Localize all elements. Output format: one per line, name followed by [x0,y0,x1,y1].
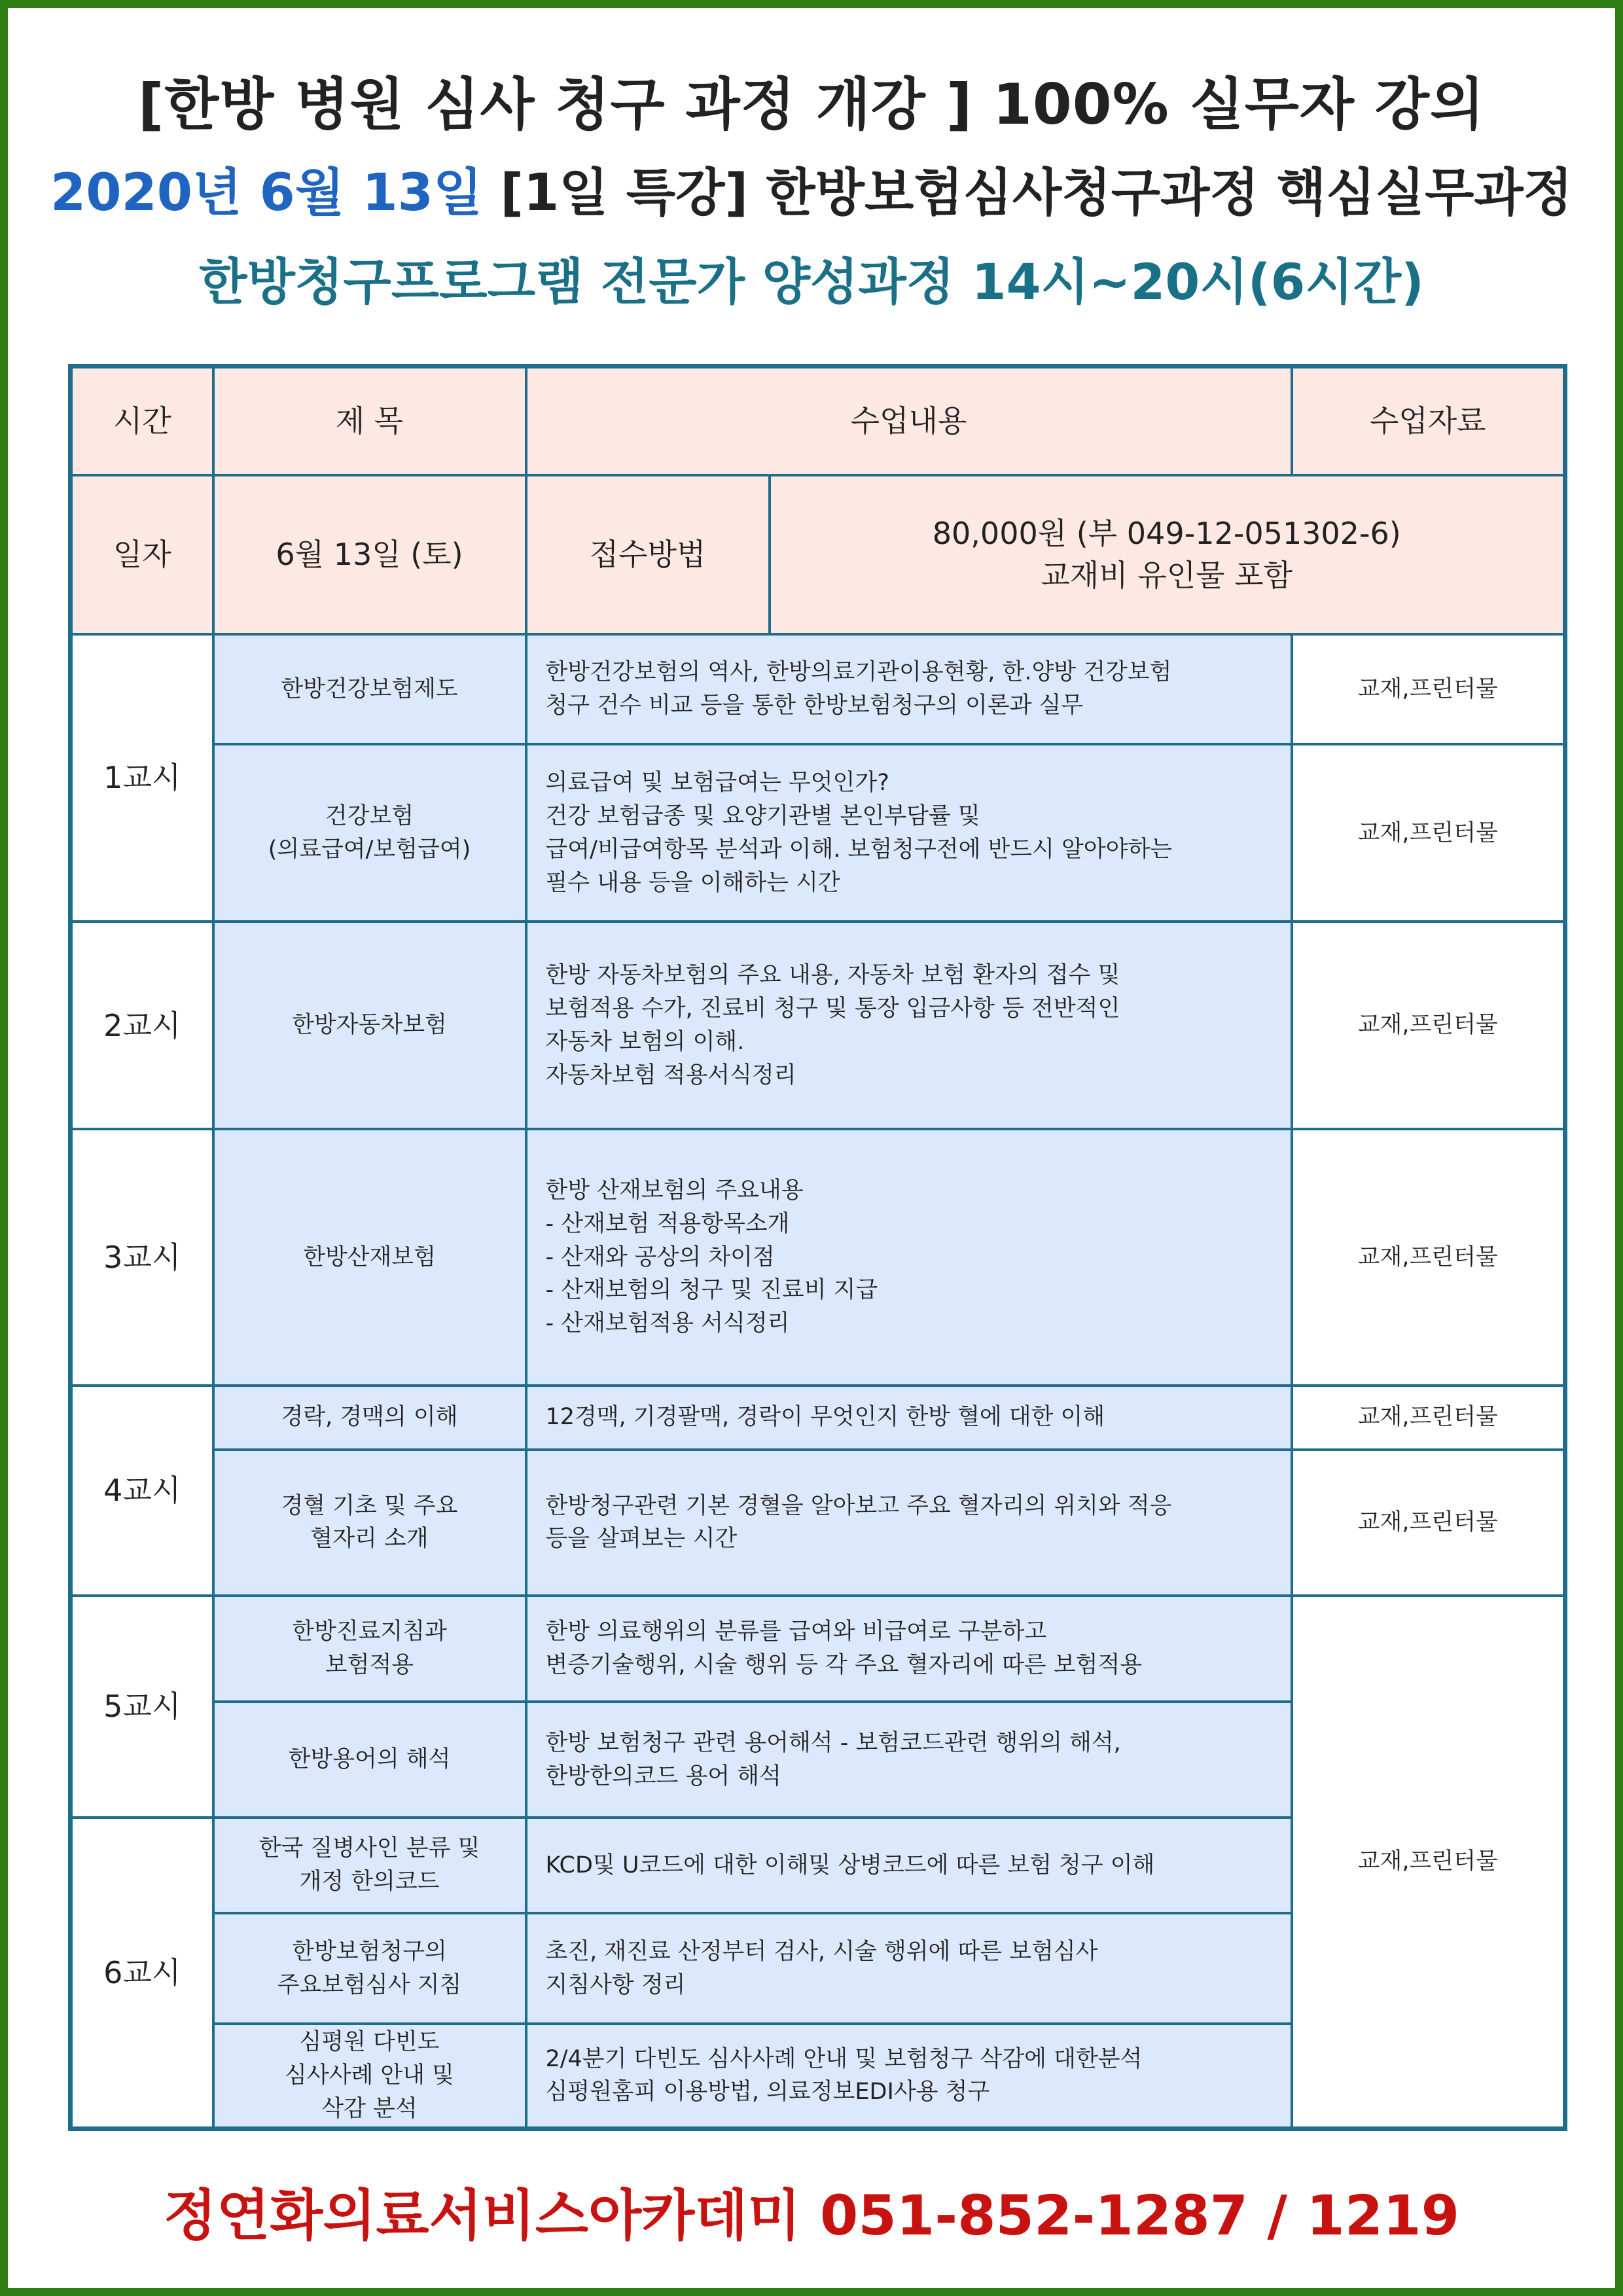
content-line: 한방 보험청구 관련 용어해석 - 보험코드관련 행위의 해석, [545,1729,1121,1756]
subject-cell [213,922,526,1129]
periods-body [71,634,1565,2129]
content-line: 필수 내용 등을 이해하는 시간 [545,869,840,896]
content-line: 자동차 보험의 이해. [545,1028,745,1055]
content-cell [526,1386,1292,1450]
content-cell [526,1913,1292,2024]
fee-amount: 80,000원 (부 049-12-051302-6) [932,516,1401,552]
period-label: 3교시 [71,1129,213,1385]
header-title: 제 목 [213,367,526,476]
subject-cell [213,1818,526,1913]
period-label: 5교시 [71,1596,213,1818]
subject-cell [213,1596,526,1702]
table-row [71,1596,1565,1702]
subject-cell [213,1129,526,1385]
period-label: 1교시 [71,634,213,922]
subject-line: 심평원 다빈도 [299,2029,440,2056]
header-material: 수업자료 [1292,367,1565,476]
content-line: 한방한의코드 용어 해석 [545,1763,781,1789]
course-name: [1일 특강] 한방보험심사청구과정 핵심실무과정 [482,164,1573,223]
content-line: KCD및 U코드에 대한 이해및 상병코드에 따른 보험 청구 이해 [545,1852,1155,1878]
subject-line: 심사사례 안내 및 [285,2062,454,2089]
subject-cell [213,1386,526,1450]
header-content: 수업내용 [526,367,1292,476]
content-line: 12경맥, 기경팔맥, 경락이 무엇인지 한방 혈에 대한 이해 [545,1404,1105,1431]
course-date-line [0,152,1623,225]
schedule-table [68,364,1567,2131]
footer-contact: 정연화의료서비스아카데미 051-852-1287 / 1219 [163,2183,1460,2248]
subject-line: 한방보험청구의 [292,1938,447,1965]
content-line: 한방 의료행위의 분류를 급여와 비급여로 구분하고 [545,1619,1047,1645]
material-cell: 교재,프린터물 [1292,922,1565,1129]
date-row [71,475,1565,634]
table-row [71,634,1565,745]
table-row [71,922,1565,1129]
content-line: 보험적용 수가, 진료비 청구 및 통장 입금사항 등 전반적인 [545,996,1120,1022]
material-cell: 교재,프린터물 [1292,744,1565,922]
content-line: 심평원홈피 이용방법, 의료정보EDI사용 청구 [545,2079,990,2106]
content-line: 변증기술행위, 시술 행위 등 각 주요 혈자리에 따른 보험적용 [545,1652,1143,1678]
content-cell [526,744,1292,922]
content-cell [526,634,1292,745]
content-line: 초진, 재진료 산정부터 검사, 시술 행위에 따른 보험심사 [545,1938,1098,1965]
content-cell [526,1129,1292,1385]
table-row [71,1129,1565,1385]
subject-line: 한방산재보험 [303,1244,436,1270]
subject-cell [213,1450,526,1596]
course-date: 2020년 6월 13일 [50,164,483,223]
table-header-row [71,367,1565,476]
period-label: 4교시 [71,1386,213,1596]
content-line: 건강 보험급종 및 요양기관별 본인부담률 및 [545,803,980,830]
content-line: 한방건강보험의 역사, 한방의료기관이용현황, 한.양방 건강보험 [545,659,1172,686]
course-subtitle: 한방청구프로그램 전문가 양성과정 14시~20시(6시간) [199,253,1424,311]
content-cell [526,922,1292,1129]
table-row [71,1386,1565,1450]
content-line: 등을 살펴보는 시간 [545,1526,738,1552]
content-line: 한방청구관련 기본 경혈을 알아보고 주요 혈자리의 위치와 적응 [545,1492,1172,1519]
date-label: 일자 [71,475,213,634]
subject-line: 한방건강보험제도 [281,675,458,702]
table-row [71,1450,1565,1596]
subject-line: 혈자리 소개 [310,1526,429,1552]
fee-info [770,475,1565,634]
header-time: 시간 [71,367,213,476]
date-value: 6월 13일 (토) [213,475,526,634]
period-label: 6교시 [71,1818,213,2129]
content-cell [526,1596,1292,1702]
shared-material-cell: 교재,프린터물 [1292,1596,1565,2129]
fee-note: 교재비 유인물 포함 [1041,558,1293,594]
main-title: [한방 병원 심사 청구 과정 개강 ] 100% 실무자 강의 [137,72,1486,137]
content-line: 자동차보험 적용서식정리 [545,1062,796,1088]
subject-cell [213,1913,526,2024]
material-cell: 교재,프린터물 [1292,634,1565,745]
subject-line: 한국 질병사인 분류 및 [259,1835,480,1862]
subject-cell [213,1702,526,1818]
subject-cell [213,634,526,745]
content-line: - 산재보험적용 서식정리 [545,1310,790,1337]
subject-cell [213,744,526,922]
content-line: - 산재와 공상의 차이점 [545,1244,775,1270]
content-line: 청구 건수 비교 등을 통한 한방보험청구의 이론과 실무 [545,692,1084,719]
content-cell [526,1702,1292,1818]
subject-line: 삭감 분석 [321,2095,418,2122]
subject-line: 한방진료지침과 [292,1619,447,1645]
material-cell: 교재,프린터물 [1292,1129,1565,1385]
subject-line: 경락, 경맥의 이해 [281,1404,458,1431]
subject-line: 주요보험심사 지침 [277,1971,462,1998]
content-cell [526,2024,1292,2129]
content-cell [526,1818,1292,1913]
subject-line: 건강보험 [325,803,414,830]
table-row [71,744,1565,922]
content-line: 2/4분기 다빈도 심사사례 안내 및 보험청구 삭감에 대한분석 [545,2045,1143,2072]
material-cell: 교재,프린터물 [1292,1386,1565,1450]
subject-line: (의료급여/보험급여) [268,836,471,863]
method-label: 접수방법 [526,475,770,634]
subject-line: 한방자동차보험 [292,1012,447,1039]
period-label: 2교시 [71,922,213,1129]
content-line: 의료급여 및 보험급여는 무엇인가? [545,770,889,797]
content-line: - 산재보험 적용항목소개 [545,1210,790,1237]
material-cell: 교재,프린터물 [1292,1450,1565,1596]
subject-line: 개정 한의코드 [299,1869,440,1895]
content-line: 한방 산재보험의 주요내용 [545,1177,804,1204]
subject-line: 경혈 기초 및 주요 [281,1492,458,1519]
subject-line: 한방용어의 해석 [288,1746,451,1773]
subject-cell [213,2024,526,2129]
content-line: 급여/비급여항목 분석과 이해. 보험청구전에 반드시 알아야하는 [545,836,1173,863]
content-line: 지침사항 정리 [545,1971,686,1998]
content-cell [526,1450,1292,1596]
content-line: - 산재보험의 청구 및 진료비 지급 [545,1277,878,1304]
subject-line: 보험적용 [325,1652,414,1678]
content-line: 한방 자동차보험의 주요 내용, 자동차 보험 환자의 접수 및 [545,962,1120,989]
